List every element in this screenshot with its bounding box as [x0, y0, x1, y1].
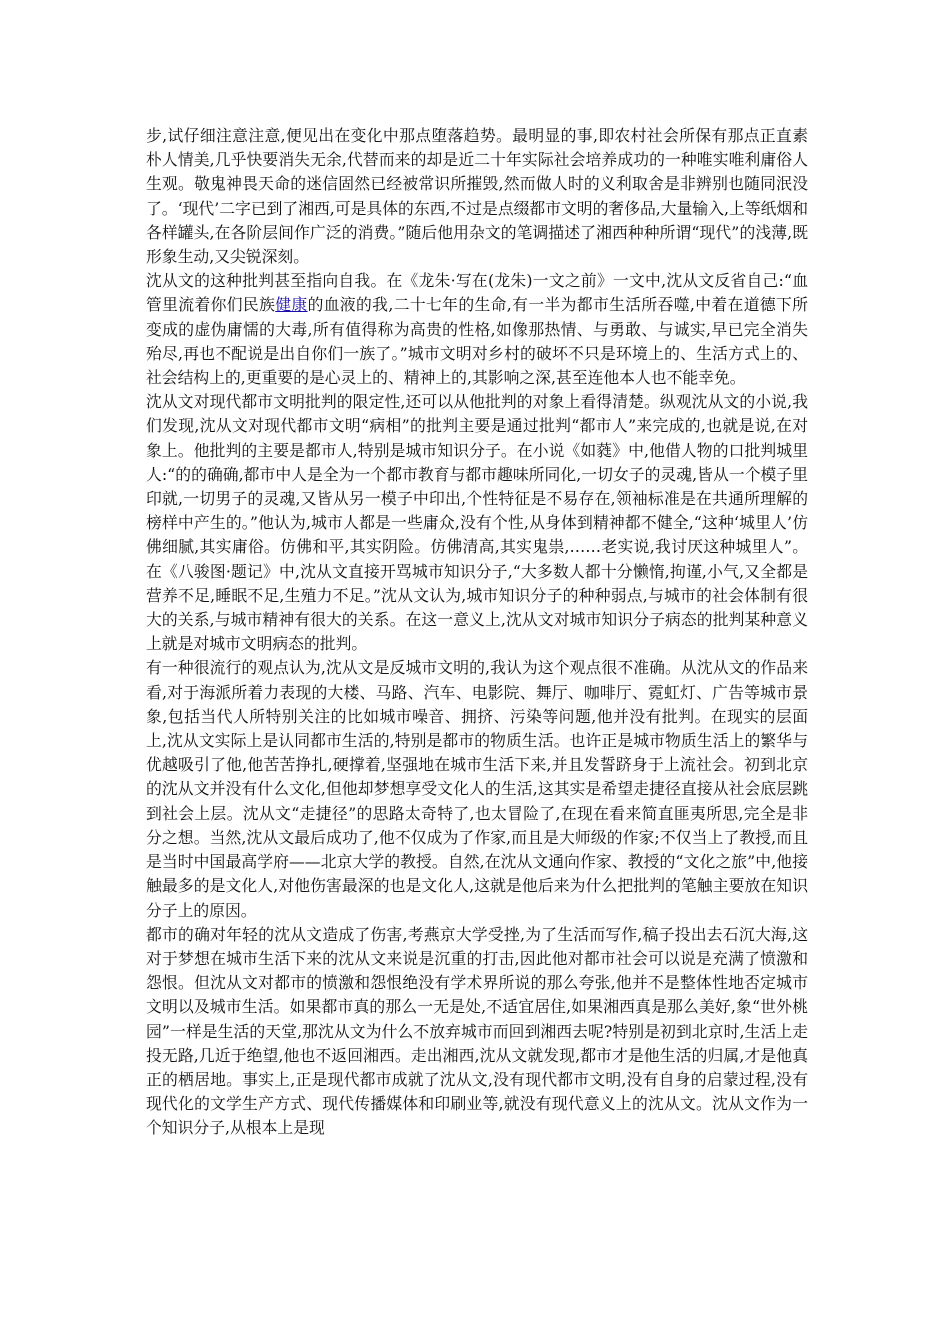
health-link[interactable]: 健康	[275, 295, 308, 315]
paragraph-2-before: 沈从文的这种批判甚至指向自我。在《龙朱·写在(龙朱)一文之前》一文中,沈从文反省自己:“血管里流着你们民族	[146, 271, 808, 315]
paragraph-5: 都市的确对年轻的沈从文造成了伤害,考燕京大学受挫,为了生活而写作,稿子投出去石沉大海,这对于梦想在城市生活下来的沈从文来说是沉重的打击,因此他对都市社会可以说是充满了愤激和怨恨。但沈从文对都市的愤激和怨恨绝没有学术界所说的那么夸张,他并不是整体性地否定城市文明以及城市生活。如果都市真的那么一无是处,不适宜居住,如果湘西真是那么美好,象“世外桃园”一样是生活的天堂,那沈从文为什么不放弃城市而回到湘西去呢?特别是初到北京时,生活上走投无路,几近于绝望,他也不返回湘西。走出湘西,沈从文就发现,都市才是他生活的归属,才是他真正的栖居地。事实上,正是现代都市成就了沈从文,没有现代都市文明,没有自身的启蒙过程,没有现代化的文学生产方式、现代传播媒体和印刷业等,就没有现代意义上的沈从文。沈从文作为一个知识分子,从根本上是现	[146, 924, 808, 1138]
document-body	[146, 124, 808, 1141]
paragraph-1: 步,试仔细注意注意,便见出在变化中那点堕落趋势。最明显的事,即农村社会所保有那点正直素朴人情美,几乎快要消失无余,代替而来的却是近二十年实际社会培养成功的一种唯实唯利庸俗人生观。敬鬼神畏天命的迷信固然已经被常识所摧毁,然而做人时的义利取舍是非辨别也随同泯没了。‘现代’二字已到了湘西,可是具体的东西,不过是点缀都市文明的奢侈品,大量输入,上等纸烟和各样罐头,在各阶层间作广泛的消费。”随后他用杂文的笔调描述了湘西种种所谓“现代”的浅薄,既形象生动,又尖锐深刻。	[146, 126, 809, 267]
paragraph-2-after: 的血液的我,二十七年的生命,有一半为都市生活所吞噬,中着在道德下所变成的虚伪庸懦的大毒,所有值得称为高贵的性格,如像那热情、与勇敢、与诚实,早已完全消失殆尽,再也不配说是出自你们一族了。”城市文明对乡村的破坏不只是环境上的、生活方式上的、社会结构上的,更重要的是心灵上的、精神上的,其影响之深,甚至连他本人也不能幸免。	[146, 295, 808, 388]
paragraph-4: 有一种很流行的观点认为,沈从文是反城市文明的,我认为这个观点很不准确。从沈从文的作品来看,对于海派所着力表现的大楼、马路、汽车、电影院、舞厅、咖啡厅、霓虹灯、广告等城市景象,包括当代人所特别关注的比如城市噪音、拥挤、污染等问题,他并没有批判。在现实的层面上,沈从文实际上是认同都市生活的,特别是都市的物质生活。也许正是城市物质生活上的繁华与优越吸引了他,他苦苦挣扎,硬撑着,坚强地在城市生活下来,并且发誓跻身于上流社会。初到北京的沈从文并没有什么文化,但他却梦想享受文化人的生活,这其实是希望走捷径直接从社会底层跳到社会上层。沈从文“走捷径”的思路太奇特了,也太冒险了,在现在看来简直匪夷所思,完全是非分之想。当然,沈从文最后成功了,他不仅成为了作家,而且是大师级的作家;不仅当上了教授,而且是当时中国最高学府——北京大学的教授。自然,在沈从文通向作家、教授的“文化之旅”中,他接触最多的是文化人,对他伤害最深的也是文化人,这就是他后来为什么把批判的笔触主要放在知识分子上的原因。	[146, 658, 808, 920]
paragraph-3: 沈从文对现代都市文明批判的限定性,还可以从他批判的对象上看得清楚。纵观沈从文的小说,我们发现,沈从文对现代都市文明“病相”的批判主要是通过批判“都市人”来完成的,也就是说,在对象上。他批判的主要是都市人,特别是城市知识分子。在小说《如蕤》中,他借人物的口批判城里人:“的的确确,都市中人是全为一个都市教育与都市趣味所同化,一切女子的灵魂,皆从一个模子里印就,一切男子的灵魂,又皆从另一模子中印出,个性特征是不易存在,领袖标准是在共通所理解的榜样中产生的。”他认为,城市人都是一些庸众,没有个性,从身体到精神都不健全,“这种‘城里人’仿佛细腻,其实庸俗。仿佛和平,其实阴险。仿佛清高,其实鬼祟,……老实说,我讨厌这种城里人”。在《八骏图·题记》中,沈从文直接开骂城市知识分子,“大多数人都十分懒惰,拘谨,小气,又全都是营养不足,睡眠不足,生殖力不足。”沈从文认为,城市知识分子的种种弱点,与城市的社会体制有很大的关系,与城市精神有很大的关系。在这一意义上,沈从文对城市知识分子病态的批判某种意义上就是对城市文明病态的批判。	[146, 392, 808, 654]
paragraph-2	[146, 269, 808, 390]
